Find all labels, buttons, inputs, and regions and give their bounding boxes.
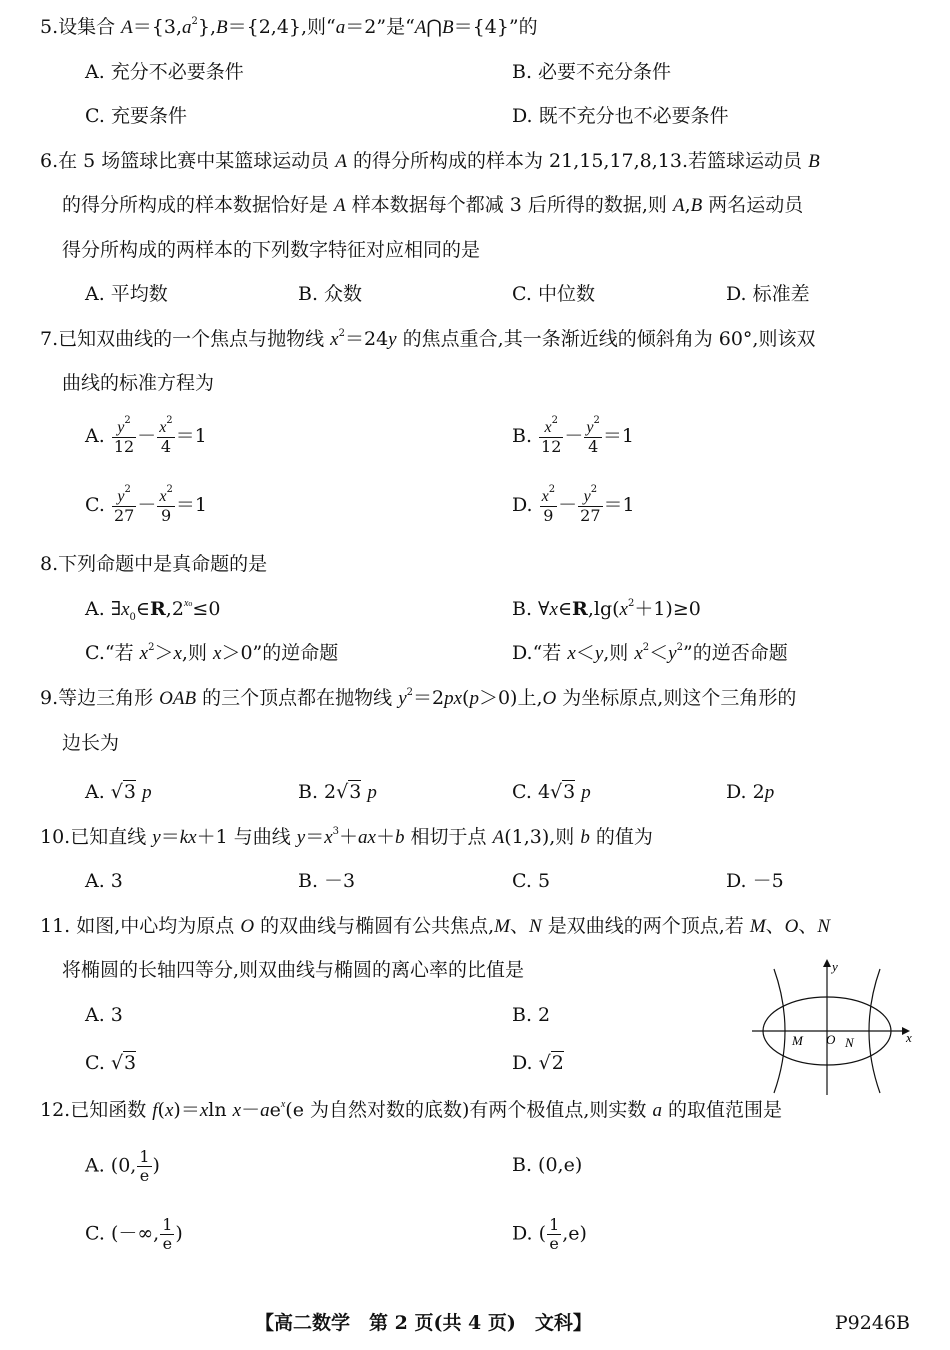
q6-option-b: B. 众数 (298, 283, 363, 305)
q12-option-d: D. ( $\frac{1}{e}$ ,e) (512, 1215, 587, 1253)
q6-option-a: A. 平均数 (85, 283, 168, 305)
q11-stem-line2: 将椭圆的长轴四等分,则双曲线与椭圆的离心率的比值是 (62, 959, 525, 981)
q9-stem-line1: 9.等边三角形 OAB 的三个顶点都在抛物线 $y^2=2px(p>0)$上,O 为坐标原点,则这个三角形的 (40, 687, 797, 709)
q5-option-b: B. 必要不充分条件 (512, 61, 672, 83)
label-x: x (906, 1030, 912, 1045)
q10-option-a: A. 3 (85, 870, 123, 892)
q11-option-b: B. 2 (512, 1004, 551, 1026)
q10-option-b: B. －3 (298, 870, 356, 892)
q8-option-c: C.“若 $x^2>x$,则 x＞0”的逆命题 (85, 642, 339, 664)
q12-option-b: B. (0,e) (512, 1154, 583, 1176)
q12-option-c: C. (－∞, $\frac{1}{e}$ ) (85, 1215, 183, 1253)
q6-option-d: D. 标准差 (726, 283, 810, 305)
q11-stem-line1: 11. 如图,中心均为原点 O 的双曲线与椭圆有公共焦点,M、N 是双曲线的两个顶点,若 M、O、N (40, 915, 831, 937)
q5-option-a: A. 充分不必要条件 (85, 61, 244, 83)
label-o: O (826, 1032, 836, 1047)
q6-stem-line1: 6.在 5 场篮球比赛中某篮球运动员 A 的得分所构成的样本为 21,15,17,8,13.若篮球运动员 B (40, 150, 820, 172)
q7-option-a: A. $\frac{y^2}{12}$ － $\frac{x^2}{4}$ ＝1 (85, 415, 207, 456)
q5-option-c: C. 充要条件 (85, 105, 187, 127)
q7-option-d: D. $\frac{x^2}{9}$ － $\frac{y^2}{27}$ ＝1 (512, 484, 635, 525)
q11-option-a: A. 3 (85, 1004, 123, 1026)
q8-stem: 8.下列命题中是真命题的是 (40, 553, 268, 575)
q6-stem-line3: 得分所构成的两样本的下列数字特征对应相同的是 (62, 239, 481, 261)
q6-stem-line2: 的得分所构成的样本数据恰好是 A 样本数据每个都减 3 后所得的数据,则 A,B 两名运动员 (62, 194, 804, 216)
q10-stem: 10.已知直线 y＝kx＋1 与曲线 $y=x^3+ax+b$ 相切于点 A(1,3),则 b 的值为 (40, 826, 653, 848)
footer-page-info: 【高二数学 第 2 页(共 4 页) 文科】 (255, 1312, 592, 1334)
q9-option-c: C. 4√3 p (512, 781, 591, 803)
q7-option-c: C. $\frac{y^2}{27}$ － $\frac{x^2}{9}$ ＝1 (85, 484, 207, 525)
q9-option-b: B. 2√3 p (298, 781, 377, 803)
q10-option-c: C. 5 (512, 870, 551, 892)
q5-option-d: D. 既不充分也不必要条件 (512, 105, 729, 127)
q7-stem-line1: 7.已知双曲线的一个焦点与抛物线 $x^2=24y$ 的焦点重合,其一条渐近线的倾斜角为 60°,则该双 (40, 328, 816, 350)
y-axis-arrow (823, 959, 831, 967)
q8-option-b: B. $\forall x\in R,\lg(x^2+1)\ge 0$ (512, 598, 701, 620)
label-m: M (792, 1033, 803, 1048)
q11-figure (752, 955, 917, 1095)
q12-option-a: A. (0, $\frac{1}{e}$ ) (85, 1147, 160, 1185)
q7-stem-line2: 曲线的标准方程为 (62, 372, 215, 394)
footer-paper-code: P9246B (834, 1312, 910, 1334)
q11-option-d: D. √2 (512, 1052, 564, 1074)
label-y: y (832, 959, 838, 974)
label-n: N (845, 1035, 854, 1050)
q9-option-d: D. 2p (726, 781, 775, 803)
q6-option-c: C. 中位数 (512, 283, 595, 305)
q12-stem: 12.已知函数 f(x)＝xln $x-ae^x(e$ 为自然对数的底数)有两个极值点,则实数 a 的取值范围是 (40, 1099, 783, 1121)
q8-option-a: A. $\exists x_0\in R,2^{x_0}\le 0$ (85, 598, 221, 623)
q5-stem: 5.设集合 $A=\{3,a^2\},B=\{2,4\}$,则“a＝2”是“A⋂B＝{4}”的 (40, 16, 538, 38)
q7-option-b: B. $\frac{x^2}{12}$ － $\frac{y^2}{4}$ ＝1 (512, 415, 634, 456)
q10-option-d: D. －5 (726, 870, 784, 892)
q8-option-d: D.“若 x＜y,则 $x^2<y^2$”的逆否命题 (512, 642, 788, 664)
q9-stem-line2: 边长为 (62, 732, 120, 754)
q9-option-a: A. √3 p (85, 781, 152, 803)
q11-option-c: C. √3 (85, 1052, 137, 1074)
